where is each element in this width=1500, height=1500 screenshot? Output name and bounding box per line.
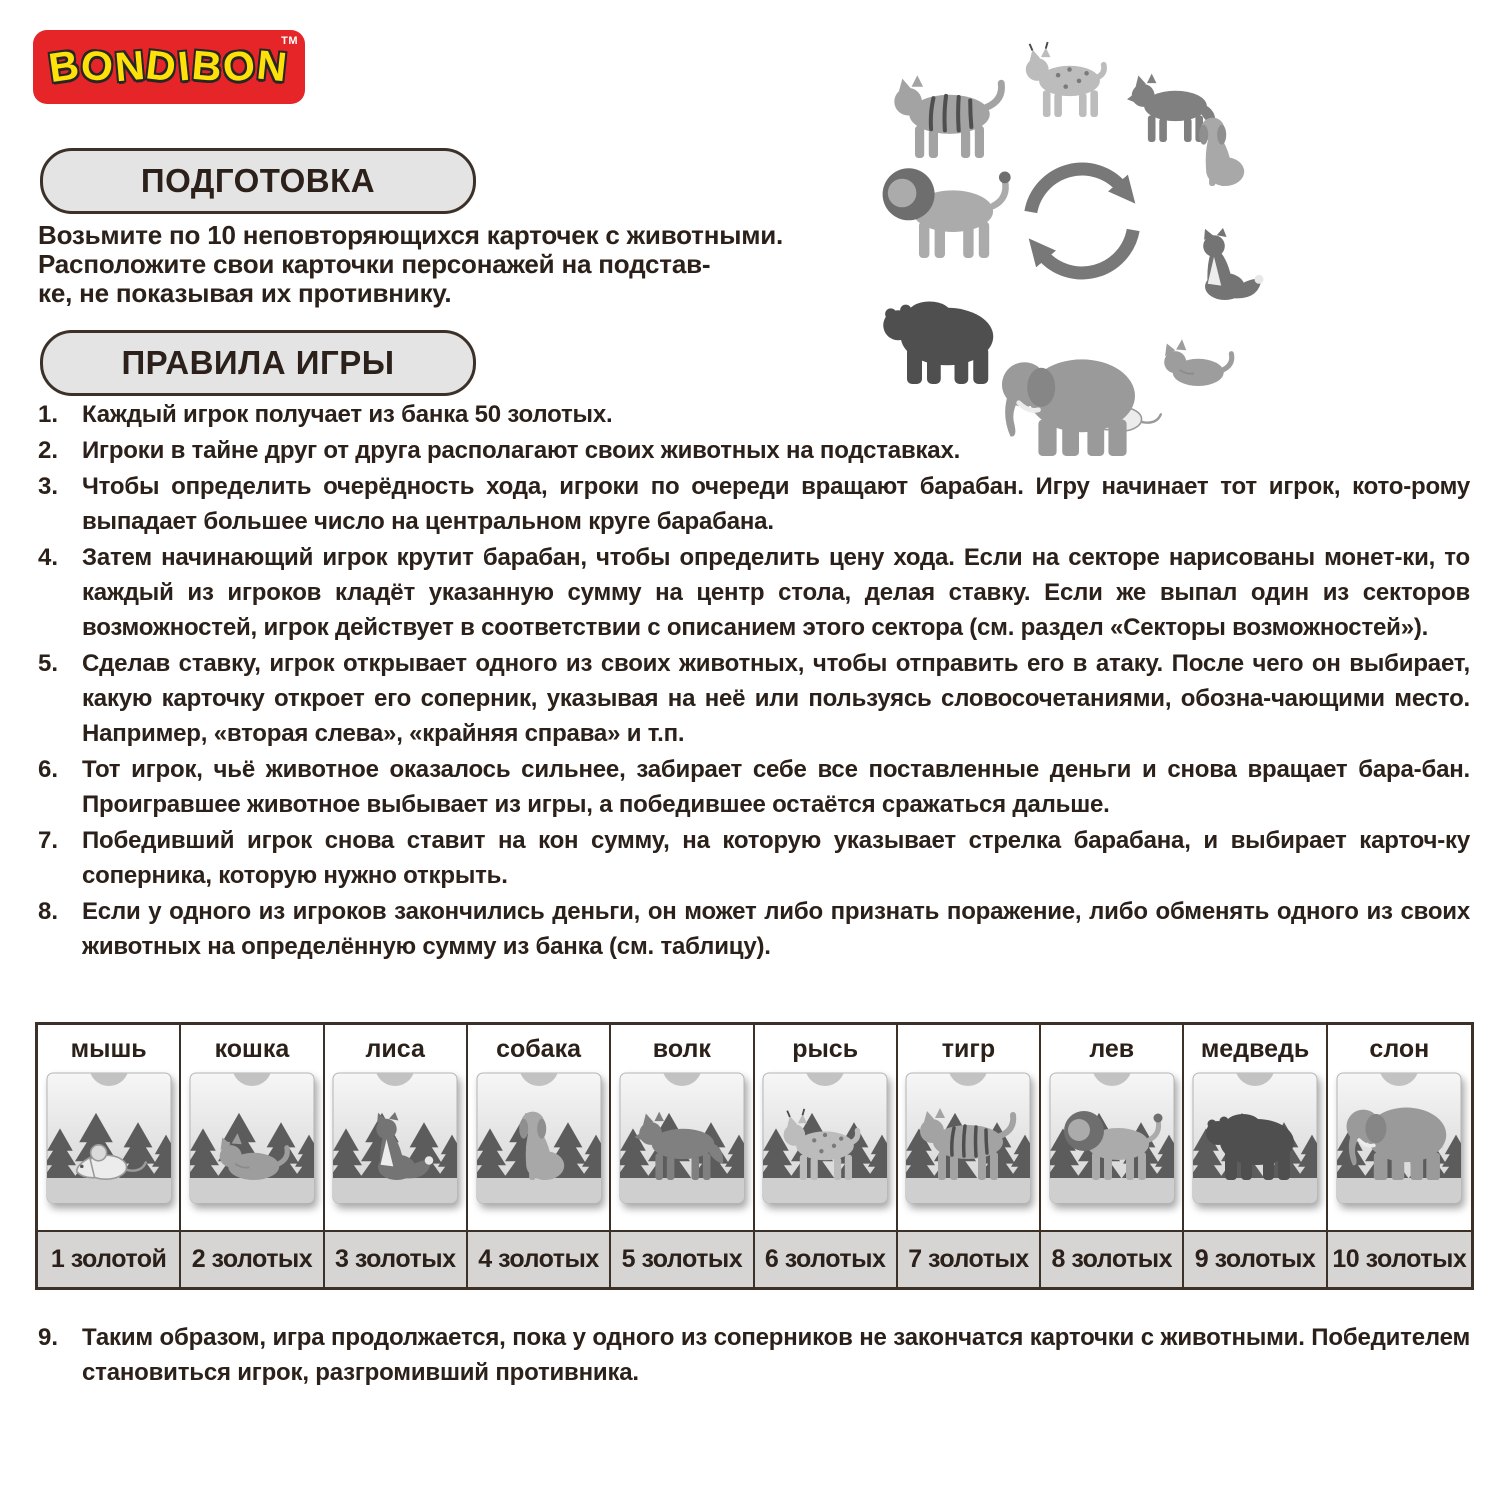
table-header-elephant: слон <box>1369 1034 1430 1063</box>
table-header-fox: лиса <box>325 1025 468 1069</box>
table-header-cat: кошка <box>181 1025 324 1069</box>
rule-text: Сделав ставку, игрок открывает одного из своих животных, чтобы отправить его в атаку. После чего он выбирает, какую карточку откроет его соперник, указывая на неё или пользуясь словосочетаниями, обозна-чающими место. Например, «вторая слева», «крайняя справа» и т.п. <box>82 650 1470 747</box>
animal-card-lynx <box>762 1072 888 1204</box>
rule-item-9 <box>38 1320 1470 1391</box>
rules-title: ПРАВИЛА ИГРЫ <box>121 344 395 381</box>
rule-item <box>38 469 1470 539</box>
animal-card-dog <box>476 1072 602 1204</box>
table-image-cell-bear <box>1184 1069 1327 1230</box>
animal-card-cat <box>189 1072 315 1204</box>
logo-letter: O <box>220 40 260 91</box>
logo-letter: D <box>143 40 181 91</box>
rule-text: Победивший игрок снова ставит на кон сумму, на которую указывает стрелка барабана, и выбирает карточ-ку соперника, которую нужно открыть. <box>82 827 1470 889</box>
rule-item <box>38 752 1470 822</box>
table-price-dog: 4 золотых <box>468 1230 611 1287</box>
rule-number: 7. <box>38 827 59 854</box>
table-price-cat: 2 золотых <box>181 1230 324 1287</box>
rule-item <box>38 894 1470 964</box>
table-image-cell-dog <box>468 1069 611 1230</box>
bondibon-logo-text <box>46 40 291 91</box>
rule-number: 4. <box>38 544 59 571</box>
preparation-line-3: ке, не показывая их противнику. <box>38 278 452 308</box>
table-price-mouse: 1 золотой <box>38 1230 181 1287</box>
rule-text: Таким образом, игра продолжается, пока у одного из соперников не закончатся карточки с животными. Победителем становиться игрок, разгромивший противника. <box>82 1324 1470 1386</box>
dog-illustration <box>1199 118 1244 186</box>
lynx-illustration <box>1026 42 1104 117</box>
bear-illustration <box>883 302 993 385</box>
trademark-symbol: TM <box>281 35 298 47</box>
rule-number: 3. <box>38 473 59 500</box>
bondibon-logo <box>33 30 305 104</box>
rule-number: 1. <box>38 401 59 428</box>
rule-number: 2. <box>38 437 59 464</box>
rule-text: Игроки в тайне друг от друга располагают своих животных на подставках. <box>82 437 961 464</box>
cat-illustration <box>1164 339 1232 386</box>
rule-item <box>38 1320 1470 1390</box>
rule-item <box>38 823 1470 893</box>
table-image-cell-elephant <box>1328 1069 1471 1230</box>
table-price-tiger: 7 золотых <box>898 1230 1041 1287</box>
table-header-lion: лев <box>1041 1025 1184 1069</box>
logo-letter: N <box>254 40 291 91</box>
preparation-line-2: Расположите свои карточки персонажей на подстав- <box>38 249 711 279</box>
table-image-cell-cat <box>181 1069 324 1230</box>
rule-number: 9. <box>38 1324 59 1351</box>
rule-number: 5. <box>38 650 59 677</box>
table-header-wolf: волк <box>611 1025 754 1069</box>
rule-number: 8. <box>38 898 59 925</box>
rule-text: Чтобы определить очерёдность хода, игроки по очереди вращают барабан. Игру начинает тот игрок, кото-рому выпадает большее число на центральном круге барабана. <box>82 473 1470 535</box>
animal-card-wolf <box>619 1072 745 1204</box>
table-price-bear: 9 золотых <box>1184 1230 1327 1287</box>
preparation-title: ПОДГОТОВКА <box>140 162 376 199</box>
table-image-cell-tiger <box>898 1069 1041 1230</box>
table-price-wolf: 5 золотых <box>611 1230 754 1287</box>
table-image-cell-lynx <box>755 1069 898 1230</box>
table-image-cell-wolf <box>611 1069 754 1230</box>
rule-item <box>38 433 1470 468</box>
preparation-heading <box>40 148 476 214</box>
logo-letter: B <box>46 40 84 91</box>
rule-text: Если у одного из игроков закончились деньги, он может либо признать поражение, либо обменять одного из своих животных на определённую сумму из банка (см. таблицу). <box>82 898 1470 960</box>
rule-text: Тот игрок, чьё животное оказалось сильнее, забирает себе все поставленные деньги и снова вращает бара-бан. Проигравшее животное выбывает из игры, а победившее остаётся сражаться дальше. <box>82 756 1470 818</box>
logo-letter: O <box>78 40 118 91</box>
animal-card-bear <box>1192 1072 1318 1204</box>
tiger-illustration <box>894 75 1001 158</box>
logo-letter: I <box>175 41 194 90</box>
rule-number: 6. <box>38 756 59 783</box>
animal-exchange-table <box>35 1022 1474 1290</box>
table-price-lion: 8 золотых <box>1041 1230 1184 1287</box>
table-image-cell-lion <box>1041 1069 1184 1230</box>
table-header-lynx: рысь <box>755 1025 898 1069</box>
animal-card-elephant <box>1336 1072 1462 1204</box>
table-header-tiger: тигр <box>898 1025 1041 1069</box>
animal-card-mouse <box>46 1072 172 1204</box>
table-header-dog: собака <box>468 1025 611 1069</box>
rules-list <box>38 397 1470 965</box>
animal-card-tiger <box>905 1072 1031 1204</box>
table-header-mouse: мышь <box>38 1025 181 1069</box>
lion-illustration <box>883 168 1011 258</box>
rule-text: Затем начинающий игрок крутит барабан, чтобы определить цену хода. Если на секторе нарисованы монет-ки, то каждый из игроков кладёт указанную сумму на центр стола, делая ставку. Если же выпал один из секторов возможностей, игрок действует в соответствии с описанием этого сектора (см. раздел «Секторы возможностей»). <box>82 544 1470 641</box>
logo-letter: N <box>112 41 149 90</box>
preparation-body <box>38 221 838 308</box>
table-image-cell-fox <box>325 1069 468 1230</box>
fox-illustration <box>1203 228 1263 300</box>
animal-card-lion <box>1049 1072 1175 1204</box>
cycle-arrows-icon <box>1031 169 1133 273</box>
table-header-bear: медведь <box>1184 1025 1327 1069</box>
rule-text: Каждый игрок получает из банка 50 золотых. <box>82 401 613 428</box>
table-price-fox: 3 золотых <box>325 1230 468 1287</box>
rule-item <box>38 397 1470 432</box>
table-image-cell-mouse <box>38 1069 181 1230</box>
rule-item <box>38 646 1470 751</box>
rule-item <box>38 540 1470 645</box>
table-price-elephant: 10 золотых <box>1328 1230 1471 1287</box>
rules-heading <box>40 330 476 396</box>
preparation-line-1: Возьмите по 10 неповторяющихся карточек с животными. <box>38 220 784 250</box>
animal-card-fox <box>332 1072 458 1204</box>
logo-letter: B <box>189 41 226 90</box>
table-price-lynx: 6 золотых <box>755 1230 898 1287</box>
